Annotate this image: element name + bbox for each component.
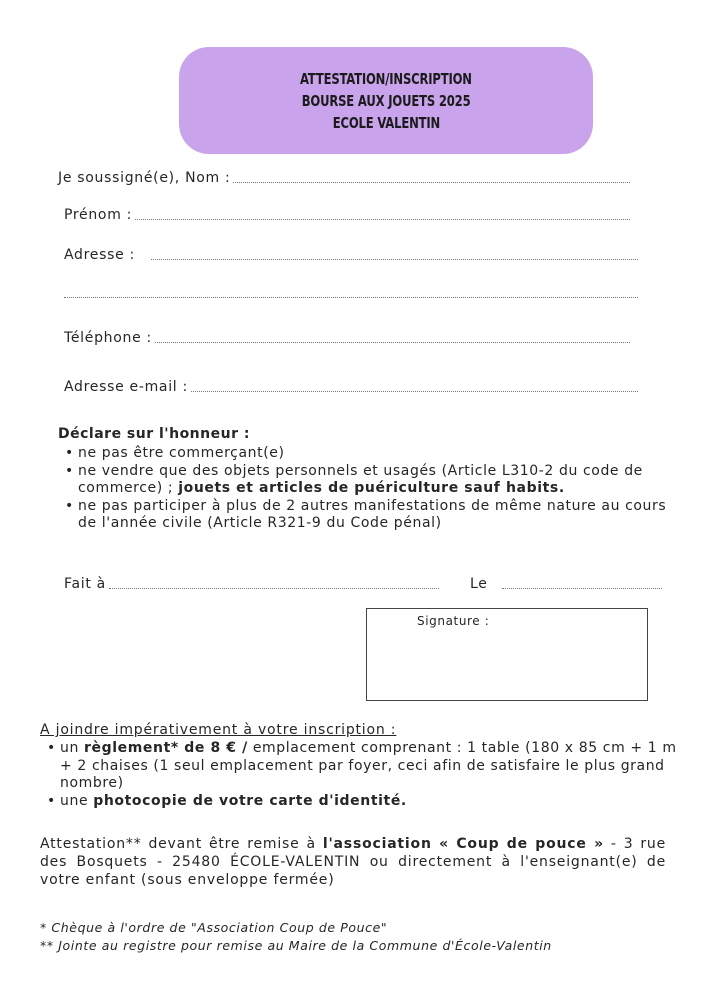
adresse-field[interactable]	[64, 247, 638, 263]
declaration-item	[62, 463, 672, 498]
join-item-text: une	[60, 792, 94, 809]
join-item-bold: règlement* de 8 € /	[84, 740, 248, 756]
adresse-input-line[interactable]	[151, 259, 638, 260]
declaration-title: Déclare sur l'honneur :	[58, 426, 250, 442]
nom-input-line[interactable]	[233, 182, 630, 183]
fait-a-field[interactable]	[64, 576, 439, 592]
join-item	[44, 793, 680, 811]
join-item-text: emplacement comprenant : 1 table (180 x 85 cm + 1 m + 2 chaises (1 seul emplacement par foyer, ceci afin de satisfaire le plus grand nombre)	[60, 740, 677, 791]
join-item-text: un	[60, 740, 84, 756]
title-line-1: ATTESTATION/INSCRIPTION	[300, 69, 472, 88]
join-list	[44, 740, 680, 810]
telephone-label: Téléphone :	[64, 330, 152, 346]
email-input-line[interactable]	[191, 391, 638, 392]
adresse-label: Adresse :	[64, 247, 135, 263]
join-item-bold: photocopie de votre carte d'identité.	[93, 792, 407, 809]
declaration-item	[62, 498, 672, 533]
title-line-2: BOURSE AUX JOUETS 2025	[301, 91, 471, 110]
join-item	[44, 740, 680, 793]
attestation-text: - 3 rue des Bosquets - 25480 ÉCOLE-VALENTIN ou directement à l'enseignant(e) de votre enfant (sous enveloppe fermée)	[40, 836, 667, 888]
telephone-input-line[interactable]	[155, 342, 630, 343]
fait-a-label: Fait à	[64, 576, 106, 592]
title-banner	[179, 47, 593, 154]
nom-label: Je soussigné(e), Nom :	[58, 170, 231, 186]
attestation-paragraph	[40, 835, 666, 889]
date-field[interactable]	[470, 576, 662, 592]
footnote-2: ** Jointe au registre pour remise au Maire de la Commune d'École-Valentin	[40, 938, 552, 953]
declaration-list	[62, 445, 672, 533]
declaration-item	[62, 445, 672, 463]
attestation-text: Attestation** devant être remise à	[40, 836, 323, 852]
prenom-label: Prénom :	[64, 207, 133, 223]
email-field[interactable]	[64, 379, 638, 395]
declaration-item-bold: jouets et articles de puériculture sauf habits.	[178, 480, 565, 496]
signature-label: Signature :	[417, 614, 490, 628]
prenom-input-line[interactable]	[135, 219, 630, 220]
date-label: Le	[470, 576, 488, 592]
association-name: l'association « Coup de pouce »	[322, 836, 604, 852]
signature-box[interactable]	[366, 608, 648, 701]
declaration-item-text: ne pas être commerçant(e)	[78, 445, 285, 461]
footnote-1: * Chèque à l'ordre de "Association Coup de Pouce"	[40, 920, 388, 935]
date-input-line[interactable]	[502, 588, 662, 589]
declaration-item-text: ne vendre que des objets personnels et usagés (Article L310-2 du code de commerce) ;	[78, 462, 643, 496]
prenom-field[interactable]	[64, 207, 630, 223]
email-label: Adresse e-mail :	[64, 379, 188, 395]
fait-a-input-line[interactable]	[109, 588, 439, 589]
declaration-item-text: ne pas participer à plus de 2 autres manifestations de même nature au cours de l'année civile (Article R321-9 du Code pénal)	[78, 497, 667, 531]
title-line-3: ECOLE VALENTIN	[332, 113, 440, 132]
nom-field[interactable]	[58, 170, 630, 186]
adresse-input-line-2[interactable]	[64, 297, 638, 298]
join-title: A joindre impérativement à votre inscription :	[40, 722, 397, 738]
telephone-field[interactable]	[64, 330, 630, 346]
